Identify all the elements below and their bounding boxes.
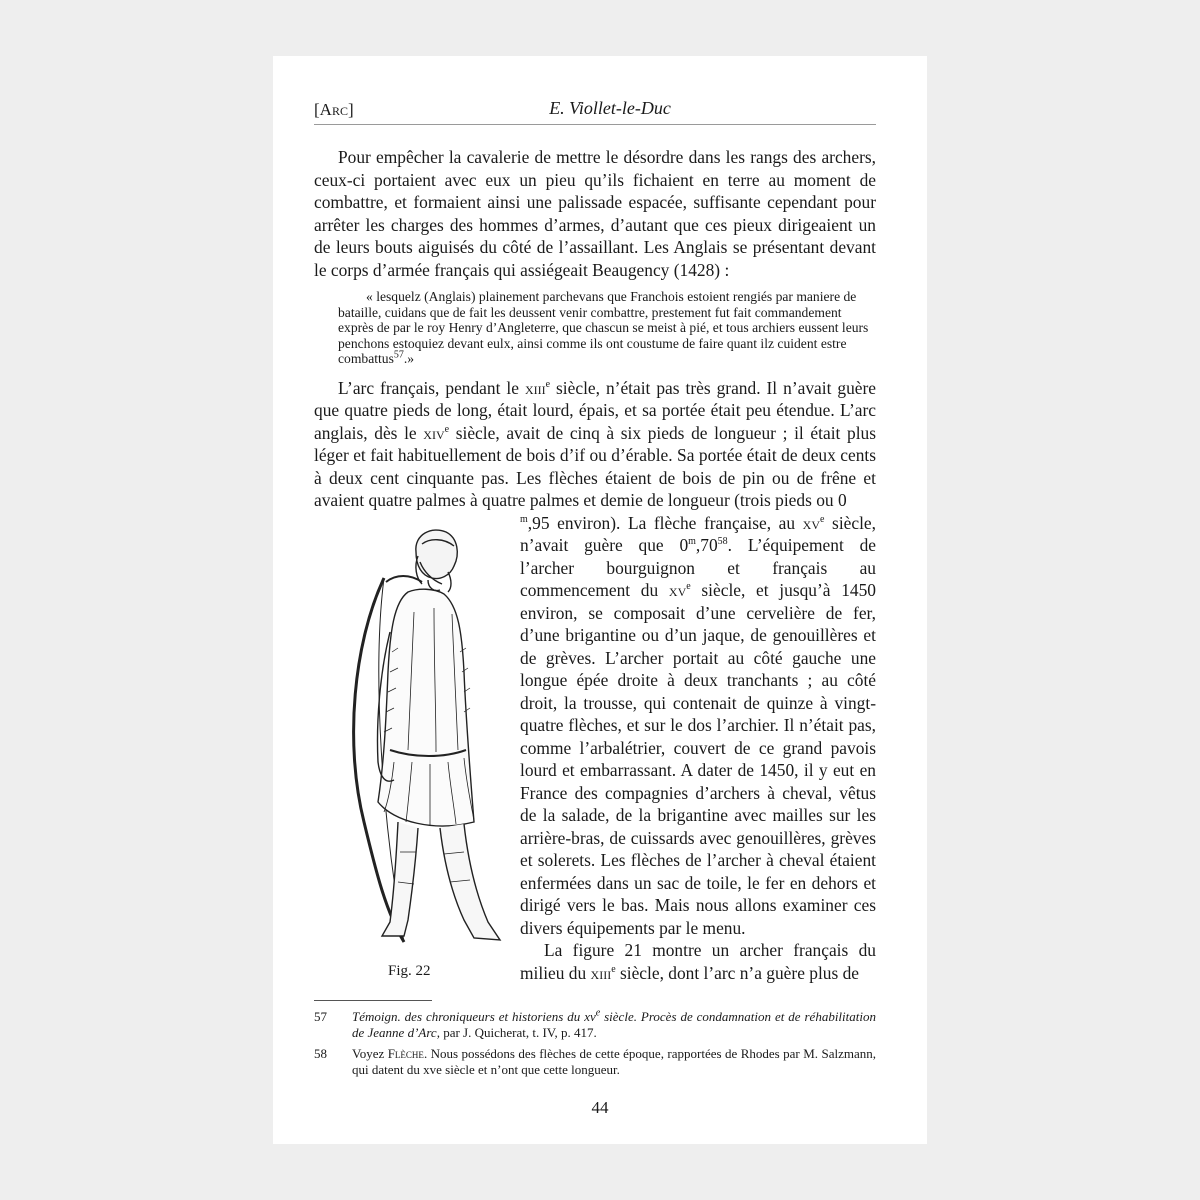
archer-illustration <box>324 522 514 952</box>
paragraph-3: La figure 21 montre un archer français du milieu du xiii$^e$ siècle, dont l’arc n’a guère plus de <box>520 940 876 983</box>
footnote-58: 58 Voyez Flèche. Nous possédons des flèches de cette époque, rapportées de Rhodes par M. Salzmann, qui datent du xve siècle et n’ont que cette longueur. <box>314 1046 876 1077</box>
main-text: Pour empêcher la cavalerie de mettre le désordre dans les rangs des archers, ceux-ci portaient avec eux un pieu qu’ils fichaient en terre au moment de combattre, et formaient ainsi une palissade espacée, suffisante cependant pour arrêter les charges des hommes d’armes, d’autant que ces pieux dirigeaient un de leurs bouts aiguisés du côté de l’assaillant. Les Anglais se présentant devant le corps d’armée français qui assiégeait Beaugency (1428) : « lesquelz (Anglais) plainement parchevans que Franchois estoient rengiés par maniere de bataille, cuidans que de fait les deussent venir combattre, prestement fut fait commandement exprès de par le roy Henry d’Angleterre, que chascun se meist à pié, et tous archiers eussent leurs penchons estoquiez devant eulx, ainsi comme ils ont coustume de faire quant ilz cuident estre combattus$^{57}$.» L’arc français, pendant le xiii$^e$ siècle, n’était pas très grand. Il n’avait guère que quatre pieds de long, était lourd, épais, et sa portée était peu étendue. L’arc anglais, dès le xiv$^e$ siècle, avait de cinq à six pieds de longueur ; il était plus léger et fait habituellement de bois d’if ou d’érable. Sa portée était de deux cents à deux cent cinquante pas. Les flèches étaient de bois de pin ou de frêne et avaient quatre palmes à quatre palmes et demie de longueur (trois pieds ou 0 Fig. 22 $^m$,95 environ). La flèche française, au $xv^e$ siècle, n’avait guère que $0^m,70^{58}$. L’équipement de l’archer bourguignon et français au commencement du $xv^e$ siècle, et jusqu’à 1450 environ, se composait d’une cervelière de fer, d’une brigantine ou d’un jaque, de genouillères et de grèves. L’archer portait au côté gauche une longue épée droite à deux tranchants ; au côté droit, la trousse, qui contenait de quinze à vingt-quatre flèches, et sur le dos l’archier. Il n’était pas, comme l’arbalétrier, couvert de ce grand pavois lourd et embarrassant. A dater de 1450, il y eut en France des compagnies d’archers à cheval, vêtus de la salade, de la brigantine avec mailles sur les arrière-bras, de cuissards avec genouillères, grèves et solerets. Les flèches de l’archer à cheval étaient enfermées dans un sac de toile, le fer en dehors et dirigé vers le bas. Mais nous allons examiner ces divers équipements par le menu. La figure 21 montre un archer français du milieu du xiii$^e$ siècle, dont l’arc n’a guère plus de <box>314 146 876 996</box>
running-header <box>314 98 876 125</box>
footnotes <box>314 1000 876 1083</box>
footnote-57: 57 Témoign. des chroniqueurs et historiens du $xv^e$ siècle. Procès de condamnation et de réhabilitation de Jeanne d’Arc, par J. Quicherat, t. IV, p. 417. <box>314 1007 876 1040</box>
cross-reference[interactable]: Flèche <box>387 1046 424 1061</box>
footnote-ref-57[interactable]: 57 <box>393 349 404 361</box>
figure-archer <box>314 518 520 996</box>
page-number: 44 <box>591 1098 609 1117</box>
block-quote <box>338 289 872 367</box>
book-page <box>273 56 927 1144</box>
figure-caption: Fig. 22 <box>388 962 431 979</box>
section-title: [Arc] <box>314 100 354 119</box>
quote-end: .» <box>403 351 415 366</box>
paragraph-1: Pour empêcher la cavalerie de mettre le désordre dans les rangs des archers, ceux-ci portaient avec eux un pieu qu’ils fichaient en terre au moment de combattre, et formaient ainsi une palissade espacée, suffisante cependant pour arrêter les charges des hommes d’armes, d’autant que ces pieux dirigeaient un de leurs bouts aiguisés du côté de l’assaillant. Les Anglais se présentant devant le corps d’armée français qui assiégeait Beaugency (1428) : <box>314 147 876 280</box>
footnote-ref-58[interactable]: 58 <box>717 536 728 548</box>
paragraph-2: L’arc français, pendant le xiii$^e$ siècle, n’était pas très grand. Il n’avait guère que quatre pieds de long, était lourd, épais, et sa portée était peu étendue. L’arc anglais, dès le xiv$^e$ siècle, avait de cinq à six pieds de longueur ; il était plus léger et fait habituellement de bois d’if ou d’érable. Sa portée était de deux cents à deux cent cinquante pas. Les flèches étaient de bois de pin ou de frêne et avaient quatre palmes à quatre palmes et demie de longueur (trois pieds ou 0 <box>314 377 876 510</box>
author-name: E. Viollet-le-Duc <box>549 98 671 118</box>
footnote-rule <box>314 1000 432 1001</box>
quote-text: « lesquelz (Anglais) plainement parchevans que Franchois estoient rengiés par maniere de bataille, cuidans que de fait les deussent venir combattre, prestement fut fait commandement exprès de par le roy Henry d’Angleterre, que chascun se meist à pié, et tous archiers eussent leurs penchons estoquiez devant eulx, ainsi comme ils ont coustume de faire quant ilz cuident estre combattus <box>338 289 869 366</box>
